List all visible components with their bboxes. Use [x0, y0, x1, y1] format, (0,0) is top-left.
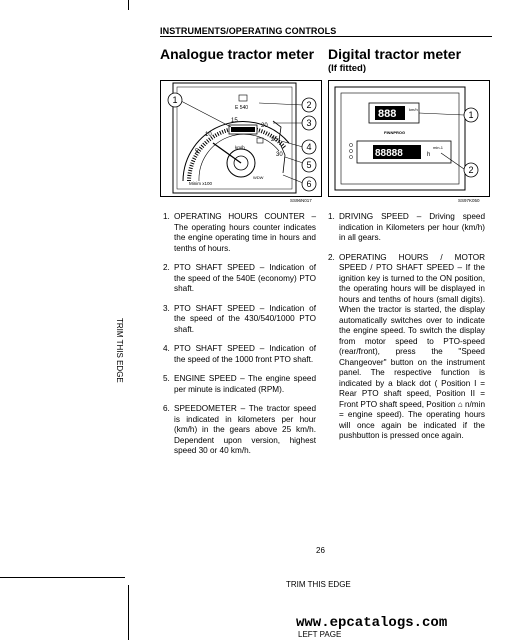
list-item: 4. PTO SHAFT SPEED – Indication of the speed of the 1000 front PTO shaft.	[163, 344, 316, 364]
dial-mark-5: 5	[195, 149, 199, 155]
callout-1: 1	[172, 95, 178, 105]
callout-5: 5	[306, 160, 312, 170]
list-item: 3. PTO SHAFT SPEED – Indication of the speed of the 430/540/1000 PTO shaft.	[163, 303, 316, 334]
dial-mark-30: 30	[276, 152, 283, 158]
brand-label: FINNPROG	[384, 130, 406, 135]
dial-mark-25: 25	[271, 137, 278, 143]
digital-meter-figure	[328, 80, 490, 197]
analogue-item-list	[163, 212, 316, 466]
page-number: 26	[316, 546, 325, 555]
watermark: www.epcatalogs.com	[296, 615, 448, 631]
analogue-meter-figure	[160, 80, 322, 197]
bottom-display-unit: h	[427, 152, 431, 158]
list-item: 2. OPERATING HOURS / MOTOR SPEED / PTO SHAFT SPEED – If the ignition key is turned to the ON position, the operating hours will be displayed in hours and tenths of hours (small digits). When the tractor is started, the display automatically switches over to indicate the engine speed. To switch the display from motor speed to PTO-speed (rear/front), press the "Speed Changeover" button on the instrument panel. The respective function is indicated by a black dot ( Position I = Rear PTO shaft speed, Position II = Front PTO shaft speed, Position ⌂ n/min = engine speed). The operating hours will once again be indicated if the pushbutton is pressed once again.	[328, 252, 485, 440]
analogue-meter-drawing	[161, 81, 321, 196]
digital-subheading: (If fitted)	[328, 63, 366, 74]
list-item: 6. SPEEDOMETER – The tractor speed is indicated in kilometers per hour (km/h) in the gears above 25 km/h. Dependent upon version, highest speed 30 or 40 km/h.	[163, 404, 316, 455]
footer-trim-label: TRIM THIS EDGE	[286, 580, 351, 589]
list-item: 1. OPERATING HOURS COUNTER – The operating hours counter indicates the engine operating time in hours and tenths of hours.	[163, 212, 316, 253]
dial-mark-10: 10	[205, 132, 212, 138]
callout-6: 6	[306, 179, 312, 189]
dial-unit-label: km/h	[235, 145, 245, 150]
list-item: 5. ENGINE SPEED – The engine speed per minute is indicated (RPM).	[163, 374, 316, 394]
digital-figure-code: SS97K050	[458, 198, 480, 203]
digital-item-list	[328, 212, 485, 451]
list-item: 1. DRIVING SPEED – Driving speed indication in Kilometers per hour (km/h) in all gears.	[328, 212, 485, 242]
crop-line-top	[128, 0, 129, 10]
crop-line-left-bottom	[0, 577, 125, 578]
crop-line-bottom	[128, 585, 129, 640]
analogue-figure-code: SS96N017	[290, 198, 312, 203]
list-item: 2. PTO SHAFT SPEED – Indication of the speed of the 540E (economy) PTO shaft.	[163, 263, 316, 293]
dial-top-label: E 540	[235, 105, 249, 111]
left-page-label: LEFT PAGE	[298, 630, 342, 639]
dial-mark-20: 20	[261, 123, 268, 129]
dial-mark-15: 15	[231, 118, 238, 124]
callout-3: 3	[306, 118, 312, 128]
callout-4: 4	[306, 142, 312, 152]
bottom-display-unit-2: min-1	[433, 145, 444, 150]
dial-inner-label: WDW	[253, 175, 264, 180]
digital-callout-1: 1	[468, 110, 474, 120]
digital-meter-drawing	[329, 81, 489, 196]
margin-trim-label: TRIM THIS EDGE	[115, 318, 124, 383]
dial-scale-label: Minim x100	[189, 181, 213, 186]
analogue-heading: Analogue tractor meter	[160, 46, 315, 62]
section-title: INSTRUMENTS/OPERATING CONTROLS	[160, 26, 337, 36]
top-display-digits: 888	[378, 108, 397, 120]
top-display-unit: km/h	[409, 107, 418, 112]
callout-2: 2	[306, 100, 312, 110]
digital-callout-2: 2	[468, 165, 474, 175]
header-rule	[160, 36, 492, 37]
digital-heading: Digital tractor meter	[328, 46, 462, 62]
bottom-display-digits: 88888	[375, 148, 403, 159]
